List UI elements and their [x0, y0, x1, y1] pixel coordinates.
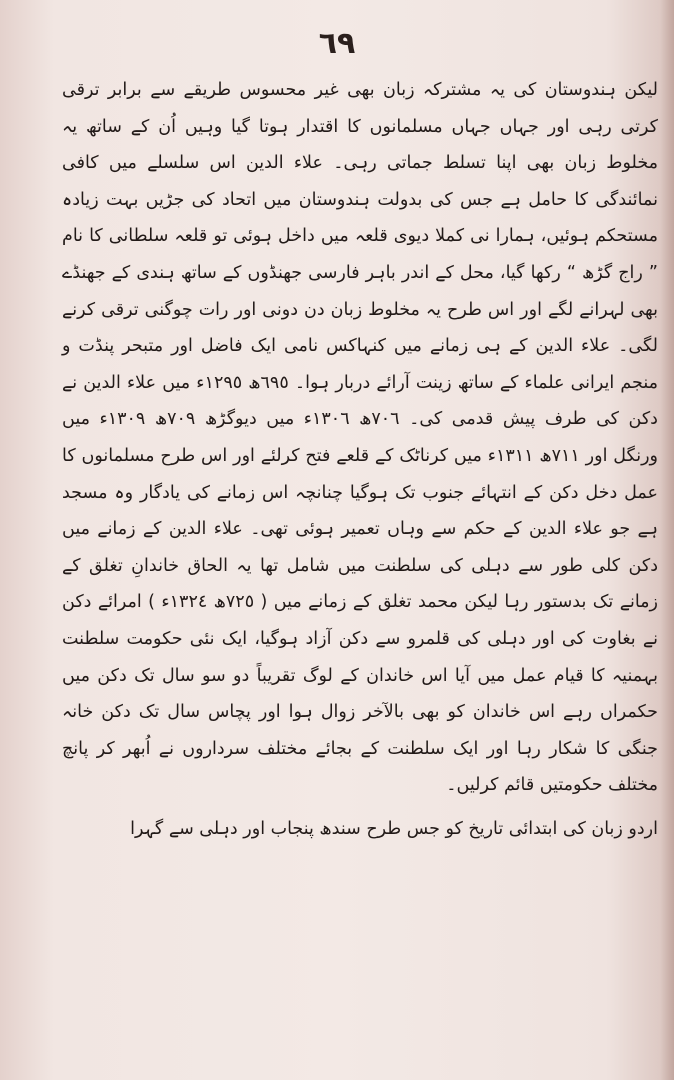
page-edge-shadow: [660, 0, 674, 1080]
paragraph-main: لیکن ہندوستان کی یہ مشترکہ زبان بھی غیر محسوس طریقے سے برابر ترقی کرتی رہی اور جہاں جہاں مسلمانوں کا اقتدار ہوتا گیا وہیں اُن کے ساتھ یہ مخلوط زبان بھی اپنا تسلط جماتی رہی۔ علاء الدین اس سلسلے میں کافی نمائندگی کا حامل ہے جس کی بدولت ہندوستان میں اتحاد کی جڑیں بہت زیادہ مستحکم ہوئیں، ہمارا نی کملا دیوی قلعہ میں داخل ہوئی تو قلعہ سلطانی کا نام ” راج گڑھ “ رکھا گیا، محل کے اندر باہر فارسی جھنڈوں کے ساتھ ہندی کے جھنڈے بھی لہرانے لگے اور اس طرح یہ مخلوط زبان دن دونی اور رات چوگنی ترقی کرنے لگی۔ علاء الدین کے ہی زمانے میں کنہاکس نامی ایک فاضل اور متبحر پنڈت و منجم ایرانی علماء کے ساتھ زینت آرائے دربار ہوا۔ ٦٩٥ھ ١٢٩٥ء میں علاء الدین نے دکن کی طرف پیش قدمی کی۔ ٧٠٦ھ ١٣٠٦ء میں دیوگڑھ ٧٠٩ھ ١٣٠٩ء میں ورنگل اور ٧١١ھ ١٣١١ء میں کرناٹک کے قلعے فتح کرلئے اور اس طرح مسلمانوں کا عمل دخل دکن کے انتہائے جنوب تک ہوگیا چنانچہ اس زمانے کی یادگار وہ مسجد ہے جو علاء الدین کے حکم سے وہاں تعمیر ہوئی تھی۔ علاء الدین کے زمانے میں دکن کلی طور سے دہلی کی سلطنت میں شامل تھا یہ الحاق خاندانِ تغلق کے زمانے تک بدستور رہا لیکن محمد تغلق کے زمانے میں ( ٧٢٥ھ ١٣٢٤ء ) امرائے دکن نے بغاوت کی اور دہلی کی قلمرو سے دکن آزاد ہوگیا، ایک نئی حکومت سلطنت بہمنیہ کا قیام عمل میں آیا اس خاندان کے لوگ تقریباً دو سو سال تک دکن میں حکمراں رہے اس خاندان کو بھی بالآخر زوال ہوا اور پچاس سال تک دکن خانہ جنگی کا شکار رہا اور ایک سلطنت کے بجائے مختلف سرداروں نے اُبھر کر پانچ مختلف حکومتیں قائم کرلیں۔: [62, 80, 659, 796]
paragraph-continuation: اردو زبان کی ابتدائی تاریخ کو جس طرح سندھ پنجاب اور دہلی سے گہرا: [130, 818, 658, 839]
body-text: [62, 72, 658, 847]
page-number: ٦٩: [318, 26, 356, 61]
